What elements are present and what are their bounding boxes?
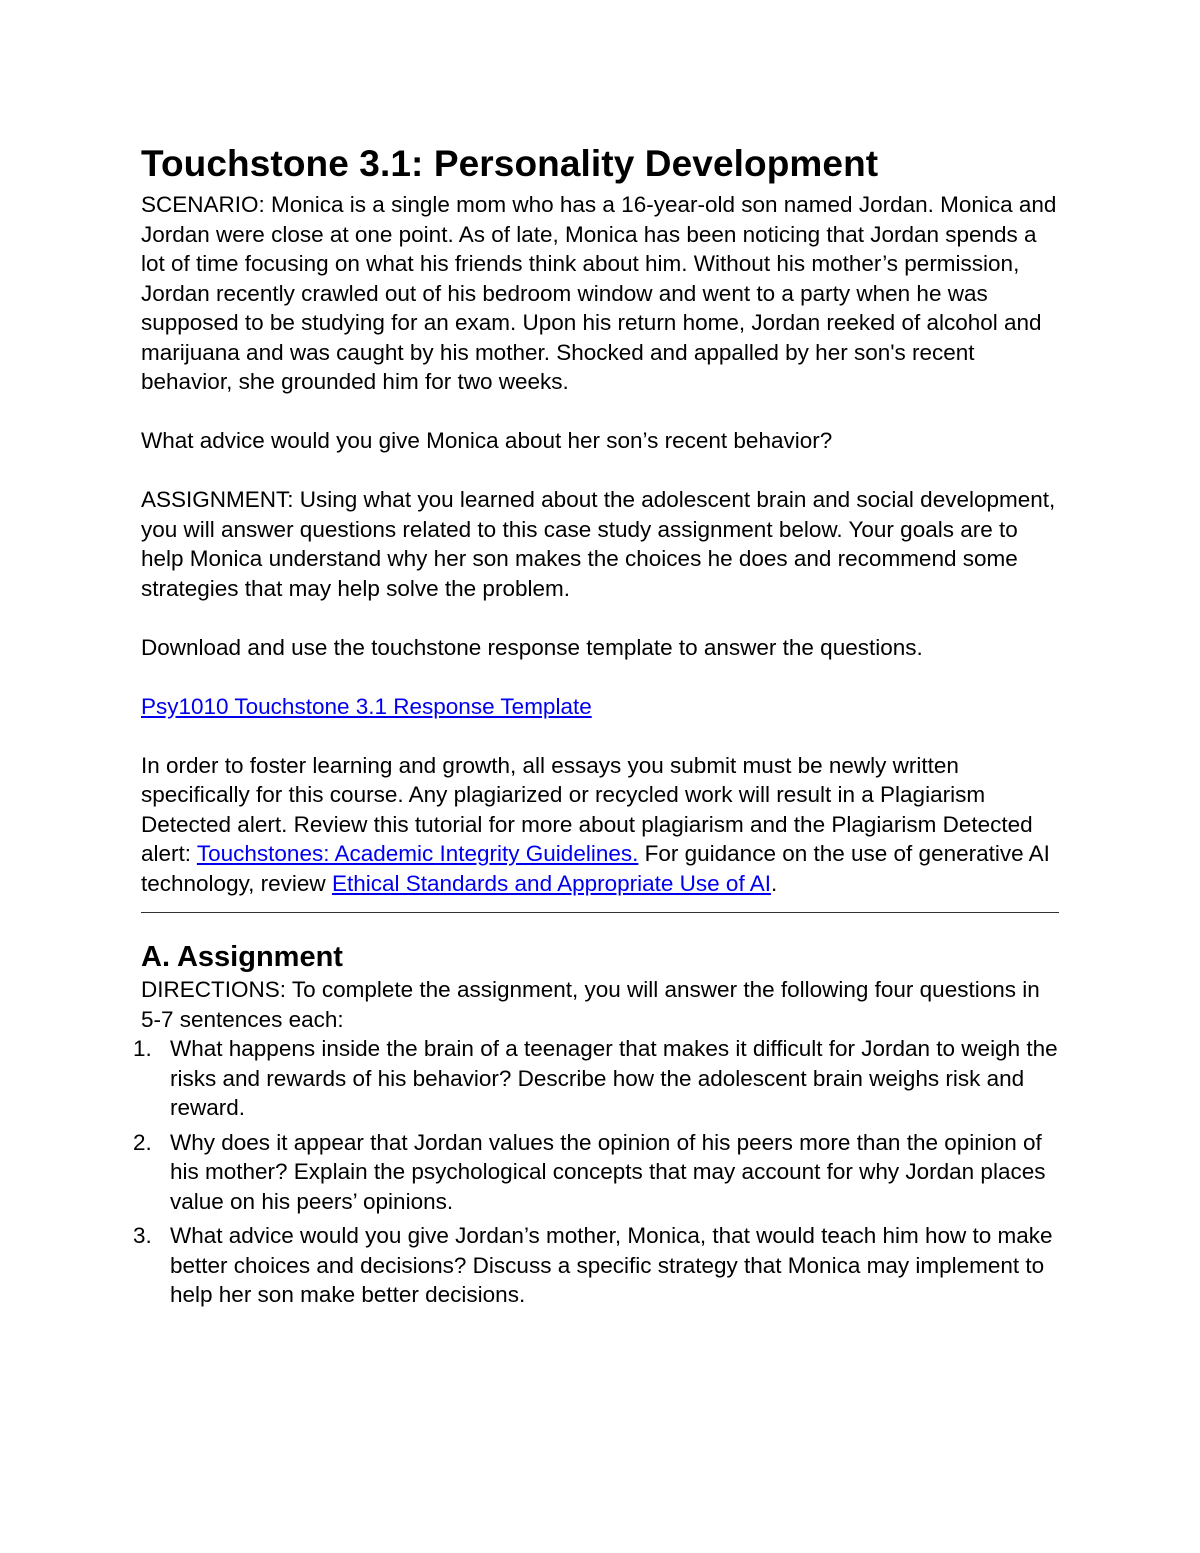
ethical-standards-ai-link[interactable]: Ethical Standards and Appropriate Use of AI	[331, 870, 771, 896]
list-number: 1.	[133, 1036, 152, 1061]
integrity-text-1: In order to foster learning and growth, all essays you submit must be newly written specifically for this course. Any plagiarized or recycled work will result in a Plagiarism Detected alert. Review this tutorial for more about plagiarism and the Plagiarism Detected alert:	[141, 752, 1033, 866]
academic-integrity-link[interactable]: Touchstones: Academic Integrity Guidelines.	[196, 841, 639, 866]
assignment-paragraph: ASSIGNMENT: Using what you learned about the adolescent brain and social development, you will answer questions related to this case study assignment below. Your goals are to help Monica understand why her son makes the choices he does and recommend some strategies that may help solve the problem.	[141, 487, 1056, 601]
integrity-text-2: For guidance on the use of generative AI technology, review	[141, 841, 1050, 896]
question-list	[133, 1034, 1061, 1310]
list-item	[133, 1034, 1061, 1123]
spacer	[141, 662, 1061, 692]
scenario-paragraph: SCENARIO: Monica is a single mom who has a 16-year-old son named Jordan. Monica and Jordan were close at one point. As of late, Monica has been noticing that Jordan spends a lot of time focusing on what his friends think about him. Without his mother’s permission, Jordan recently crawled out of his bedroom window and went to a party when he was supposed to be studying for an exam. Upon his return home, Jordan reeked of alcohol and marijuana and was caught by his mother. Shocked and appalled by her son's recent behavior, she grounded him for two weeks.	[141, 192, 1057, 394]
document-page	[133, 138, 1061, 1315]
integrity-text-3: .	[770, 870, 778, 896]
spacer	[141, 397, 1061, 427]
list-item	[133, 1221, 1061, 1310]
list-item	[133, 1128, 1061, 1217]
list-item-text: Why does it appear that Jordan values the opinion of his peers more than the opinion of his mother? Explain the psychological concepts that may account for why Jordan places value on his peers’ opinions.	[170, 1129, 1046, 1214]
download-instruction: Download and use the touchstone response template to answer the questions.	[141, 634, 923, 660]
template-link-paragraph	[141, 692, 1061, 722]
list-number: 2.	[133, 1129, 152, 1155]
spacer	[141, 721, 1061, 751]
list-item-text: What happens inside the brain of a teenager that makes it difficult for Jordan to weigh the risks and rewards of his behavior? Describe how the adolescent brain weighs risk and reward.	[170, 1036, 1058, 1120]
response-template-link[interactable]: Psy1010 Touchstone 3.1 Response Template	[141, 693, 592, 719]
spacer	[141, 456, 1061, 486]
advice-question: What advice would you give Monica about her son’s recent behavior?	[141, 428, 833, 453]
spacer	[141, 603, 1061, 633]
list-number: 3.	[133, 1223, 152, 1248]
section-heading: A. Assignment	[141, 941, 343, 973]
directions-paragraph: DIRECTIONS: To complete the assignment, you will answer the following four questions in 5-7 sentences each:	[141, 977, 1040, 1032]
page-title: Touchstone 3.1: Personality Development	[141, 143, 879, 184]
horizontal-divider	[141, 912, 1059, 913]
list-item-text: What advice would you give Jordan’s mother, Monica, that would teach him how to make better choices and decisions? Discuss a specific strategy that Monica may implement to help her son make better decisions.	[170, 1223, 1053, 1307]
integrity-paragraph	[141, 751, 1061, 899]
